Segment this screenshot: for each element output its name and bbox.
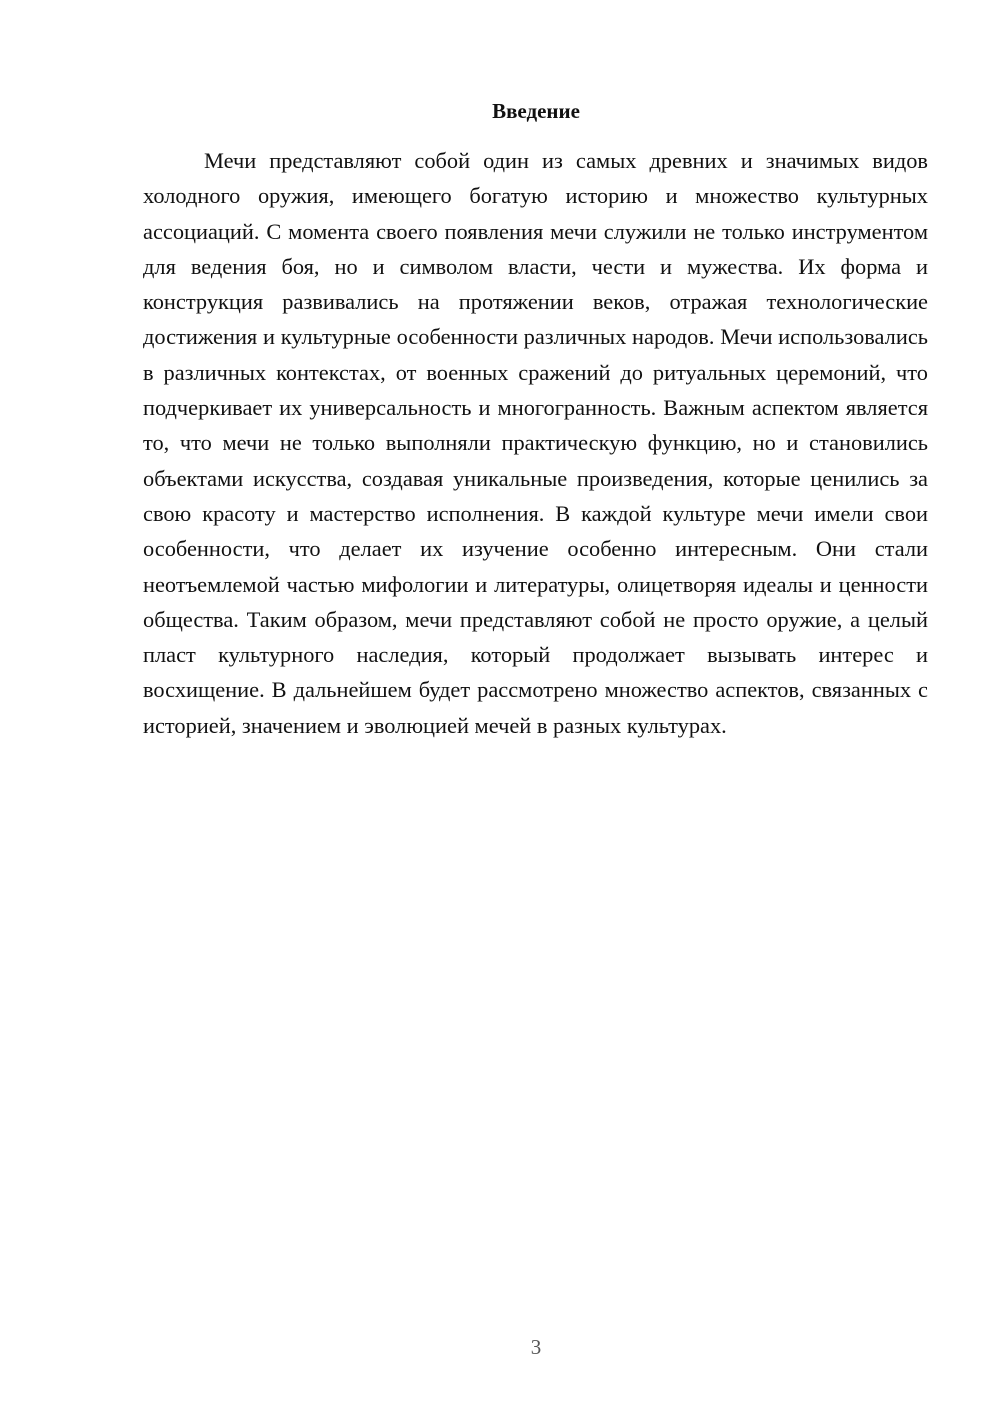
body-paragraph: Мечи представляют собой один из самых древних и значимых видов холодного оружия, имеющего богатую историю и множество культурных ассоциаций. С момента своего появления мечи служили не только инструментом для ведения боя, но и символом власти, чести и мужества. Их форма и конструкция развивались на протяжении веков, отражая технологические достижения и культурные особенности различных народов. Мечи использовались в различных контекстах, от военных сражений до ритуальных церемоний, что подчеркивает их универсальность и многогранность. Важным аспектом является то, что мечи не только выполняли практическую функцию, но и становились объектами искусства, создавая уникальные произведения, которые ценились за свою красоту и мастерство исполнения. В каждой культуре мечи имели свои особенности, что делает их изучение особенно интересным. Они стали неотъемлемой частью мифологии и литературы, олицетворяя идеалы и ценности общества. Таким образом, мечи представляют собой не просто оружие, а целый пласт культурного наследия, который продолжает вызывать интерес и восхищение. В дальнейшем будет рассмотрено множество аспектов, связанных с историей, значением и эволюцией мечей в разных культурах. <box>143 148 928 738</box>
page-number: 3 <box>530 1335 542 1359</box>
section-heading: Введение <box>492 99 580 123</box>
